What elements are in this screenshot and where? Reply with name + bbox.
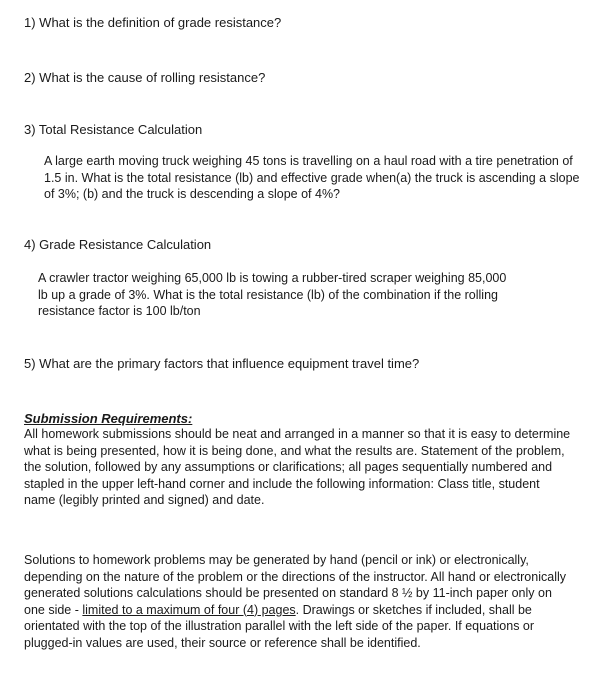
question-4-title: 4) Grade Resistance Calculation bbox=[24, 237, 212, 252]
question-4-text: A crawler tractor weighing 65,000 lb is towing a rubber-tired scraper weighing 85,000 lb up a grade of 3%. What is the total resistance (lb) of the combination if the rolling resistance factor is 100 lb/ton bbox=[38, 271, 507, 318]
page-limit-note: limited to a maximum of four (4) pages bbox=[82, 602, 296, 617]
question-5: 5) What are the primary factors that influence equipment travel time? bbox=[24, 356, 420, 371]
submission-text: All homework submissions should be neat and arranged in a manner so that it is easy to determine what is being presented, how it is being done, and what the results are. Statement of the problem, the solution, followed by any assumptions or clarifications; all pages sequentially numbered and stapled in the upper left-hand corner and include the following information: Class title, student name (legibly printed and signed) and date. bbox=[24, 427, 571, 507]
solutions-text-start: Solutions to homework problems may be generated by hand (pencil or ink) or electronically, depending on the nature of the problem or the directions of the instructor. All hand or electronically generated solutions calculations should be presented on standard 8 ½ by 11-inch paper only on one side - bbox=[24, 553, 566, 617]
question-3-text: A large earth moving truck weighing 45 tons is travelling on a haul road with a tire penetration of 1.5 in. What is the total resistance (lb) and effective grade when(a) the truck is ascending a slope of 3%; (b) and the truck is descending a slope of 4%? bbox=[44, 154, 580, 201]
solutions-paragraph bbox=[24, 552, 576, 651]
question-1: 1) What is the definition of grade resistance? bbox=[24, 15, 282, 30]
question-3-title: 3) Total Resistance Calculation bbox=[24, 122, 203, 137]
question-2: 2) What is the cause of rolling resistance? bbox=[24, 70, 266, 85]
solutions-text-end: . Drawings or sketches if included, shall be orientated with the top of the illustration parallel with the left side of the paper. If equations or plugged-in values are used, their source or reference shall be identified. bbox=[24, 602, 535, 650]
submission-heading: Submission Requirements: bbox=[24, 411, 193, 426]
